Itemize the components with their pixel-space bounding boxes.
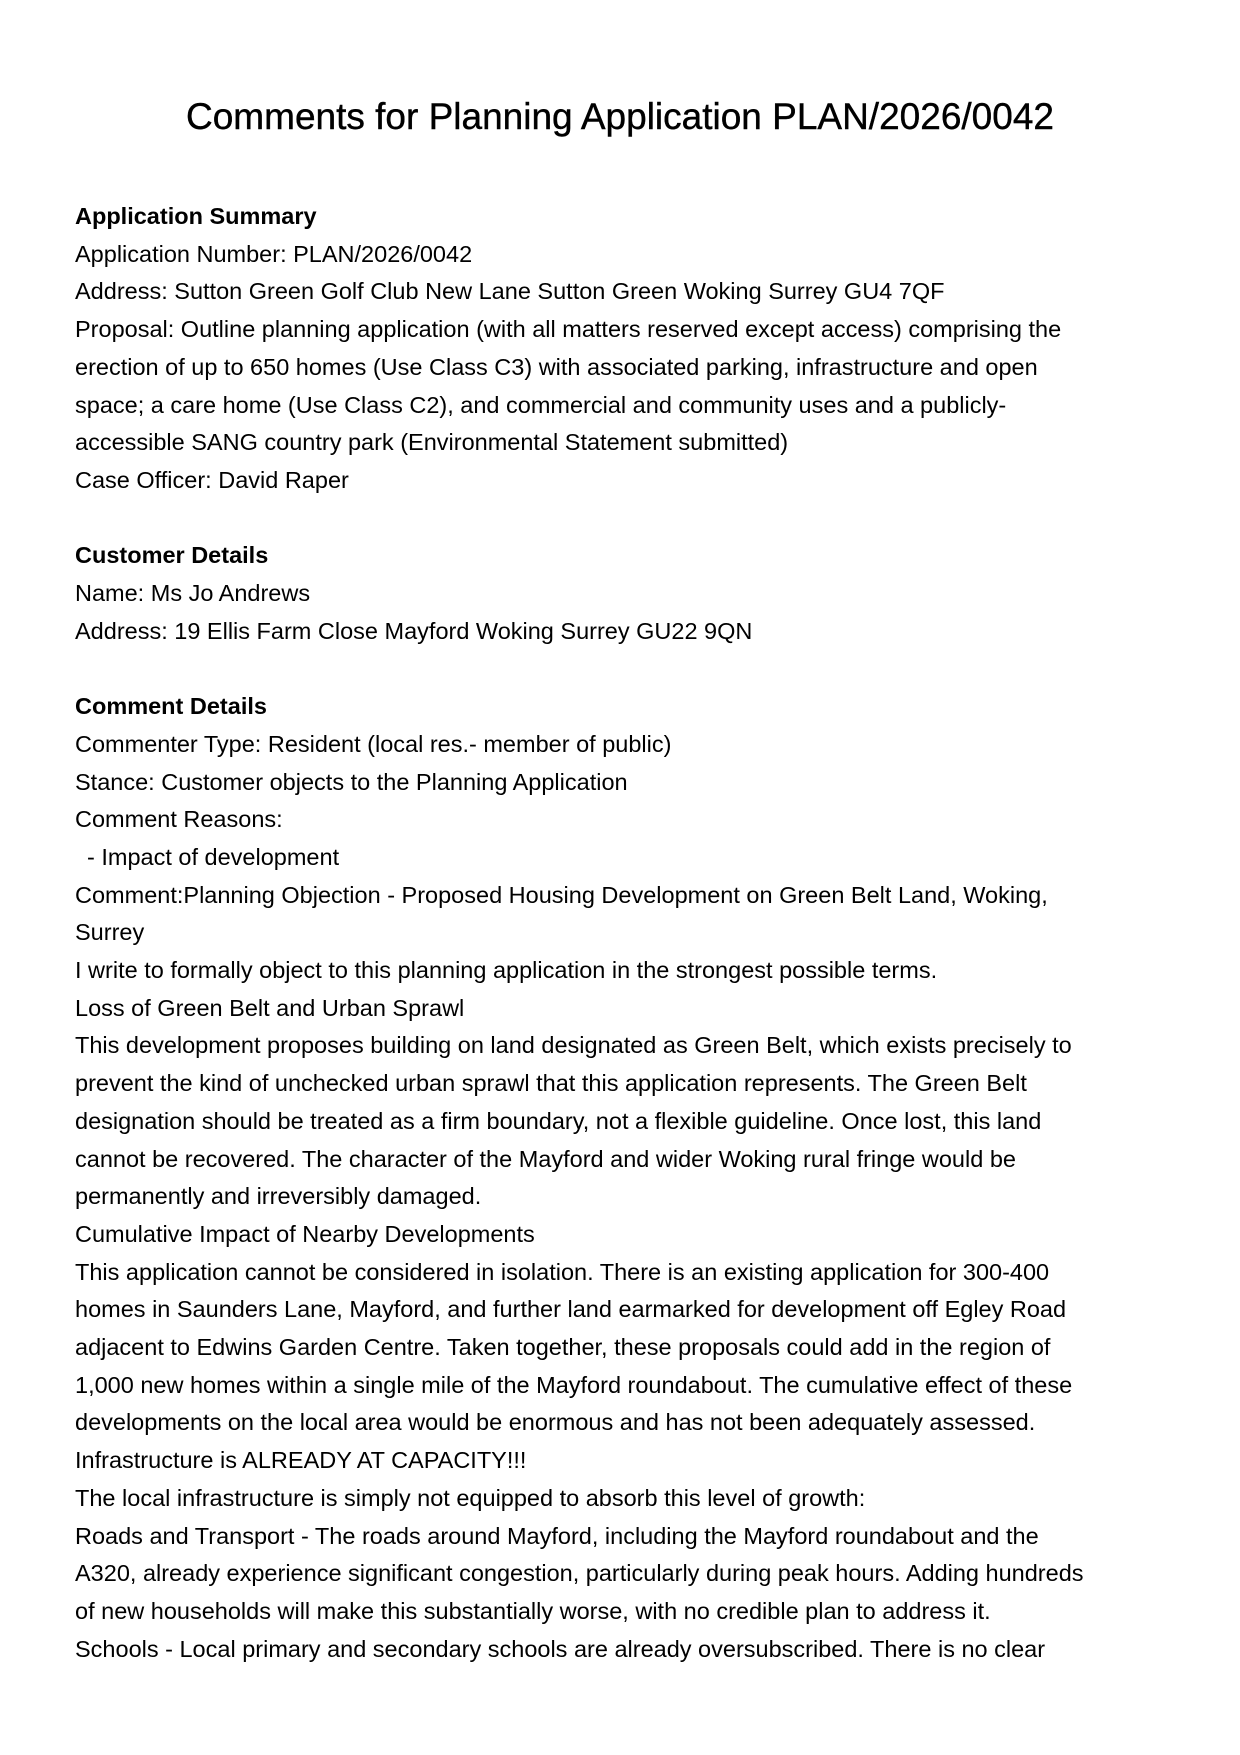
- proposal-line: space; a care home (Use Class C2), and commercial and community uses and a publicly-: [75, 391, 1007, 418]
- proposal-line: accessible SANG country park (Environmental Statement submitted): [75, 429, 789, 456]
- green-belt-line: This development proposes building on land designated as Green Belt, which exists precisely to: [75, 1032, 1072, 1059]
- section-gap: [75, 650, 1165, 688]
- green-belt-line: permanently and irreversibly damaged.: [75, 1183, 482, 1210]
- comment-intro: I write to formally object to this planning application in the strongest possible terms.: [75, 957, 938, 984]
- proposal-line: Proposal: Outline planning application (with all matters reserved except access) comprising the: [75, 316, 1062, 343]
- case-officer: Case Officer: David Raper: [75, 466, 349, 493]
- cumulative-line: This application cannot be considered in isolation. There is an existing application for 300-400: [75, 1258, 1050, 1285]
- commenter-type: Commenter Type: Resident (local res.- member of public): [75, 730, 672, 757]
- roads-line: A320, already experience significant congestion, particularly during peak hours. Adding hundreds: [75, 1560, 1084, 1587]
- cumulative-line: homes in Saunders Lane, Mayford, and further land earmarked for development off Egley Road: [75, 1296, 1067, 1323]
- green-belt-line: cannot be recovered. The character of the Mayford and wider Woking rural fringe would be: [75, 1145, 1016, 1172]
- stance: Stance: Customer objects to the Planning Application: [75, 768, 628, 795]
- comment-reasons-label: Comment Reasons:: [75, 806, 283, 833]
- cumulative-line: developments on the local area would be enormous and has not been adequately assessed.: [75, 1409, 1036, 1436]
- infrastructure-intro: The local infrastructure is simply not equipped to absorb this level of growth:: [75, 1484, 866, 1511]
- customer-details-section: [75, 537, 1165, 650]
- application-number: Application Number: PLAN/2026/0042: [75, 240, 473, 267]
- document-body: [75, 198, 1165, 1668]
- comment-details-section: [75, 688, 1165, 1668]
- customer-details-heading: Customer Details: [75, 542, 269, 569]
- cumulative-line: adjacent to Edwins Garden Centre. Taken together, these proposals could add in the region of: [75, 1334, 1051, 1361]
- roads-line: Roads and Transport - The roads around Mayford, including the Mayford roundabout and the: [75, 1522, 1039, 1549]
- customer-name: Name: Ms Jo Andrews: [75, 580, 311, 607]
- application-summary-heading: Application Summary: [75, 203, 317, 229]
- roads-line: of new households will make this substantially worse, with no credible plan to address it.: [75, 1597, 991, 1624]
- comment-details-heading: Comment Details: [75, 693, 267, 720]
- comment-title-line: Surrey: [75, 919, 145, 946]
- comment-reason-item: - Impact of development: [87, 843, 340, 870]
- customer-address: Address: 19 Ellis Farm Close Mayford Woking Surrey GU22 9QN: [75, 617, 753, 644]
- application-address: Address: Sutton Green Golf Club New Lane Sutton Green Woking Surrey GU4 7QF: [75, 278, 945, 305]
- infrastructure-heading: Infrastructure is ALREADY AT CAPACITY!!!: [75, 1447, 527, 1474]
- cumulative-heading: Cumulative Impact of Nearby Developments: [75, 1220, 535, 1247]
- comment-title-line: Comment:Planning Objection - Proposed Housing Development on Green Belt Land, Woking,: [75, 881, 1048, 908]
- green-belt-line: designation should be treated as a firm boundary, not a flexible guideline. Once lost, this land: [75, 1107, 1042, 1134]
- page-title: Comments for Planning Application PLAN/2026/0042: [186, 96, 1054, 137]
- green-belt-heading: Loss of Green Belt and Urban Sprawl: [75, 994, 465, 1021]
- application-summary-section: [75, 198, 1165, 500]
- cumulative-line: 1,000 new homes within a single mile of the Mayford roundabout. The cumulative effect of these: [75, 1371, 1073, 1398]
- green-belt-line: prevent the kind of unchecked urban sprawl that this application represents. The Green Belt: [75, 1070, 1027, 1097]
- schools-line: Schools - Local primary and secondary schools are already oversubscribed. There is no clear: [75, 1635, 1046, 1662]
- section-gap: [75, 500, 1165, 538]
- proposal-line: erection of up to 650 homes (Use Class C3) with associated parking, infrastructure and open: [75, 353, 1038, 380]
